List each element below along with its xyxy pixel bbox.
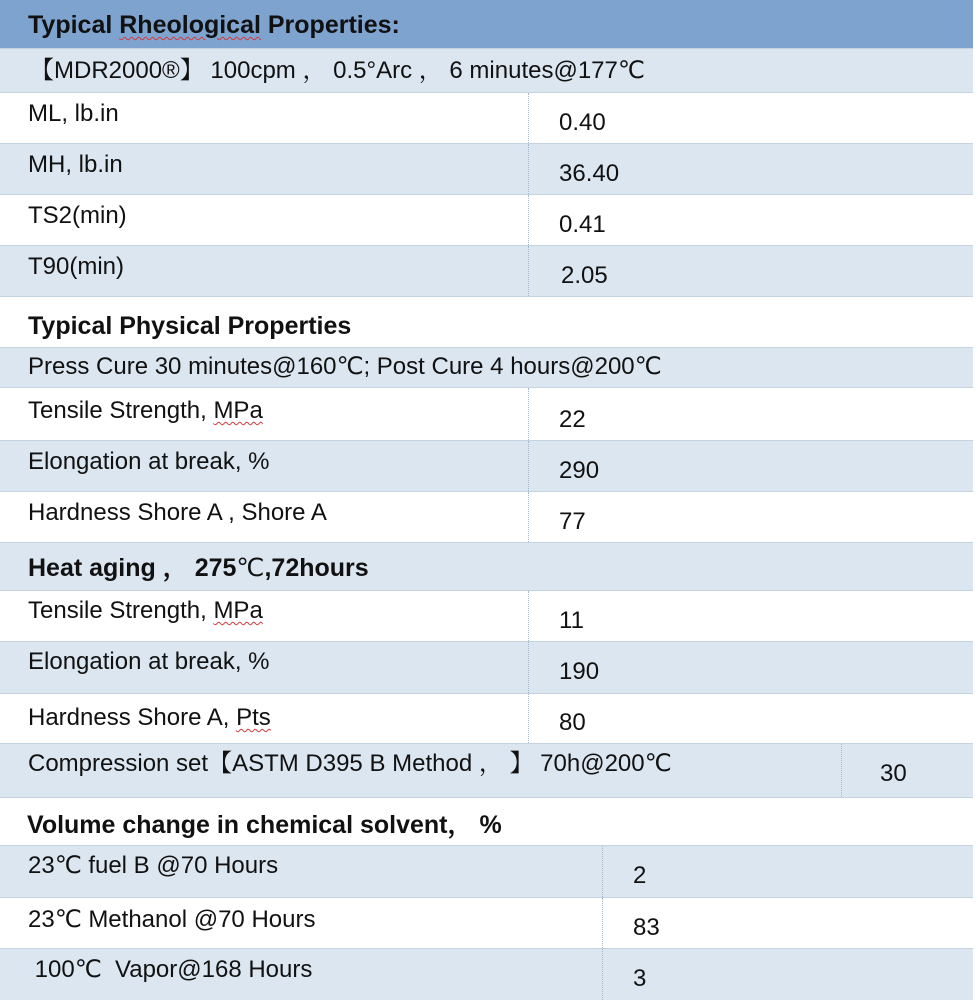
row-label: T90(min) [28,253,125,280]
heat-aging-title [28,554,369,590]
row-label: 23℃ fuel B @70 Hours [28,852,279,879]
table-row [0,92,973,143]
table-row [0,845,973,897]
row-label-text: Tensile Strength, [28,397,214,424]
rheological-title-suffix: Properties: [260,11,400,39]
row-value: 83 [602,898,973,948]
rheological-header-row [0,0,973,48]
physical-title: Typical Physical Properties [28,312,352,340]
compression-set-label: Compression set【ASTM D395 B Method ， 】 70h@200℃ [28,750,672,777]
table-row [0,491,973,542]
table-row [0,693,973,743]
row-label: Elongation at break, % [28,448,270,475]
heat-aging-unit: ℃ [236,554,265,582]
row-label: ML, lb.in [28,100,119,127]
row-label: Hardness Shore A , Shore A [28,499,327,526]
table-row [0,897,973,948]
row-label-unit: MPa [213,597,263,624]
table-row [0,641,973,693]
table-row [0,590,973,641]
row-label-text: Tensile Strength, [28,597,214,624]
compression-set-row [0,743,973,797]
heat-aging-temperature: 275 [194,554,237,582]
physical-header-row [0,296,973,347]
row-label: TS2(min) [28,202,127,229]
row-label: 100℃ Vapor@168 Hours [28,956,313,983]
row-label: MH, lb.in [28,151,123,178]
row-label-text: Hardness Shore A, [28,704,237,731]
row-value: 2.05 [528,246,973,296]
row-value: 290 [528,441,973,491]
volume-change-title-unit: ， % [447,811,502,839]
rheological-title [28,11,400,48]
rheological-title-prefix: Typical [28,11,120,39]
row-value: 11 [528,591,973,641]
table-row [0,387,973,440]
rheological-title-word: Rheological [119,11,261,39]
table-row [0,194,973,245]
heat-aging-title-prefix: Heat aging ， [28,554,195,582]
row-value: 0.40 [528,93,973,143]
rheological-conditions: 【MDR2000®】 100cpm ， 0.5°Arc ， 6 minutes@177℃ [30,57,645,84]
table-row [0,440,973,491]
volume-change-header-row [0,797,973,845]
heat-aging-header-row [0,542,973,590]
row-label-unit: MPa [213,397,263,424]
physical-conditions-row [0,347,973,387]
table-row [0,245,973,296]
table-row [0,143,973,194]
volume-change-title [27,811,502,845]
row-value: 36.40 [528,144,973,194]
table-row [0,948,973,1000]
physical-conditions: Press Cure 30 minutes@160℃; Post Cure 4 hours@200℃ [28,353,662,380]
row-label: 23℃ Methanol @70 Hours [28,906,316,933]
row-label [28,597,263,641]
row-label [28,397,263,440]
row-value: 2 [602,846,973,897]
compression-set-value: 30 [841,744,973,797]
row-label [28,704,271,743]
row-value: 77 [528,492,973,542]
row-label-unit: Pts [236,704,271,731]
row-value: 0.41 [528,195,973,245]
row-value: 190 [528,642,973,693]
row-label: Elongation at break, % [28,648,270,675]
row-value: 22 [528,388,973,440]
heat-aging-duration: ,72hours [264,554,369,582]
row-value: 80 [528,694,973,743]
volume-change-title-text: Volume change in chemical solvent [27,811,448,839]
rheological-conditions-row [0,48,973,92]
row-value: 3 [602,949,973,1000]
